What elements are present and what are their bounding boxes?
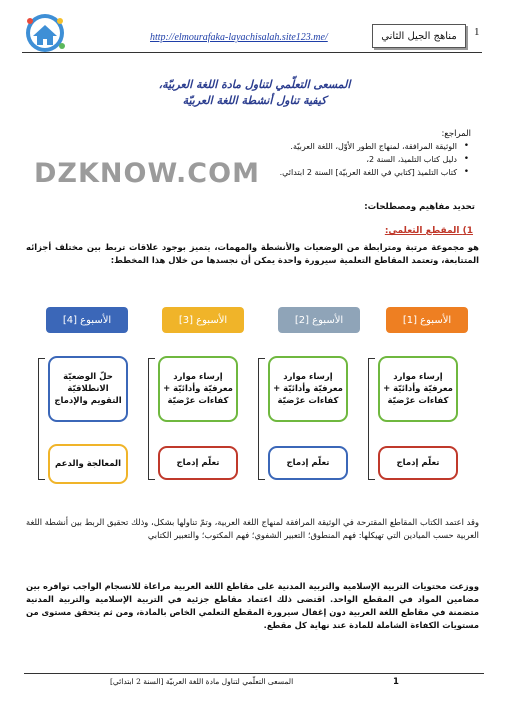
week-4-bracket — [38, 358, 45, 480]
document-title: المسعى التعلّمي لتناول مادة اللغة العربيّة، — [158, 78, 351, 91]
week-3-bracket — [148, 358, 155, 480]
week-3-header: الأسبوع [3] — [162, 307, 244, 333]
watermark: DZKNOW.COM — [34, 158, 260, 189]
week-4-header: الأسبوع [4] — [46, 307, 128, 333]
week-3-activity-box: إرساء موارد معرفيّة وأدائيّة + كفاءات عرْضيّة — [158, 356, 238, 422]
section-number: 1) — [462, 226, 473, 236]
learning-sequence-diagram — [28, 296, 480, 506]
week-2-activity-box: إرساء موارد معرفيّة وأدائيّة + كفاءات عرْضيّة — [268, 356, 348, 422]
curriculum-badge: مناهج الجيل الثاني — [372, 24, 466, 48]
week-2-header: الأسبوع [2] — [278, 307, 360, 333]
week-4-activity-box: حلّ الوضعيّة الانطلاقيّة التقويم والإدماج — [48, 356, 128, 422]
references-heading: المراجع: — [441, 129, 471, 139]
section-title: المقطع التعلمي: — [384, 226, 460, 236]
concepts-heading: تحديد مفاهيم ومصطلحات: — [364, 202, 475, 212]
week-3-integration-box: تعلّم إدماج — [158, 446, 238, 480]
site-url-link[interactable]: http://elmourafaka-layachisalah.site123.me/ — [150, 32, 328, 43]
document-subtitle: كيفية تناول أنشطة اللغة العربيّة — [182, 94, 327, 107]
textbook-paragraph: وقد اعتمد الكتاب المقاطع المقترحة في الوثيقة المرافقة لمنهاج اللغة العربية، وتمّ تناولها بشكل، وذلك تحقيق الربط بين أنشطة اللغة العربية حسب الميادين التي تهيكلها: فهم المنطوق؛ التعبير الشفوي؛ فهم المكتوب؛ والتعبير الكتابي — [26, 517, 479, 540]
footer-text: المسعى التعلّمي لتناول مادة اللغة العربيّة [السنة 2 ابتدائي] — [110, 677, 294, 686]
week-1-bracket — [368, 358, 375, 480]
reference-item: كتاب التلميذ [كتابي في اللغة العربيّة] السنة 2 ابتدائي. • — [89, 166, 469, 179]
reference-item: الوثيقة المرافقة، لمنهاج الطور الأوّل، اللغة العربيّة. • — [89, 140, 469, 153]
header-page-number: 1 — [474, 26, 480, 38]
integration-paragraph: ووزعت محتويات التربية الإسلامية والتربية المدنية على مقاطع اللغة العربية مراعاة للانسجام الواجب توافره بين مضامين المواد في المقطع الواحد. اقتضى ذلك اعتماد مقاطع جزئية في التربية الإسلامية والتربية المدنية متضمنة في مقاطع اللغة العربية دون إغفال سيرورة المقطع التعلمي الخاص بالمادة، ومن ثم يتحقق مستوى من مستويات الكفاءة الشاملة للمادة عند نهاية كل مقطع. — [26, 581, 479, 630]
section-heading — [385, 226, 473, 236]
week-2-integration-box: تعلّم إدماج — [268, 446, 348, 480]
reference-item: دليل كتاب التلميذ، السنة 2، • — [89, 153, 469, 166]
footer-page-number: 1 — [393, 677, 399, 687]
footer-divider — [24, 673, 484, 674]
week-1-integration-box: تعلّم إدماج — [378, 446, 458, 480]
site-logo — [22, 12, 68, 54]
week-4-remediation-box: المعالجة والدعم — [48, 444, 128, 484]
definition-paragraph: هو مجموعة مرتبة ومترابطة من الوضعيات والأنشطة والمهمات، يتميز بوجود علاقات تربط بين مختلف أجزائه المتتابعة، وتعتمد المقاطع التعلمية سيرورة واحدة يمكن أن نجسدها من خلال هذا المخطط: — [26, 242, 479, 265]
header-divider — [22, 52, 482, 53]
week-1-header: الأسبوع [1] — [386, 307, 468, 333]
week-1-activity-box: إرساء موارد معرفيّة وأدائيّة + كفاءات عرْضيّة — [378, 356, 458, 422]
week-2-bracket — [258, 358, 265, 480]
